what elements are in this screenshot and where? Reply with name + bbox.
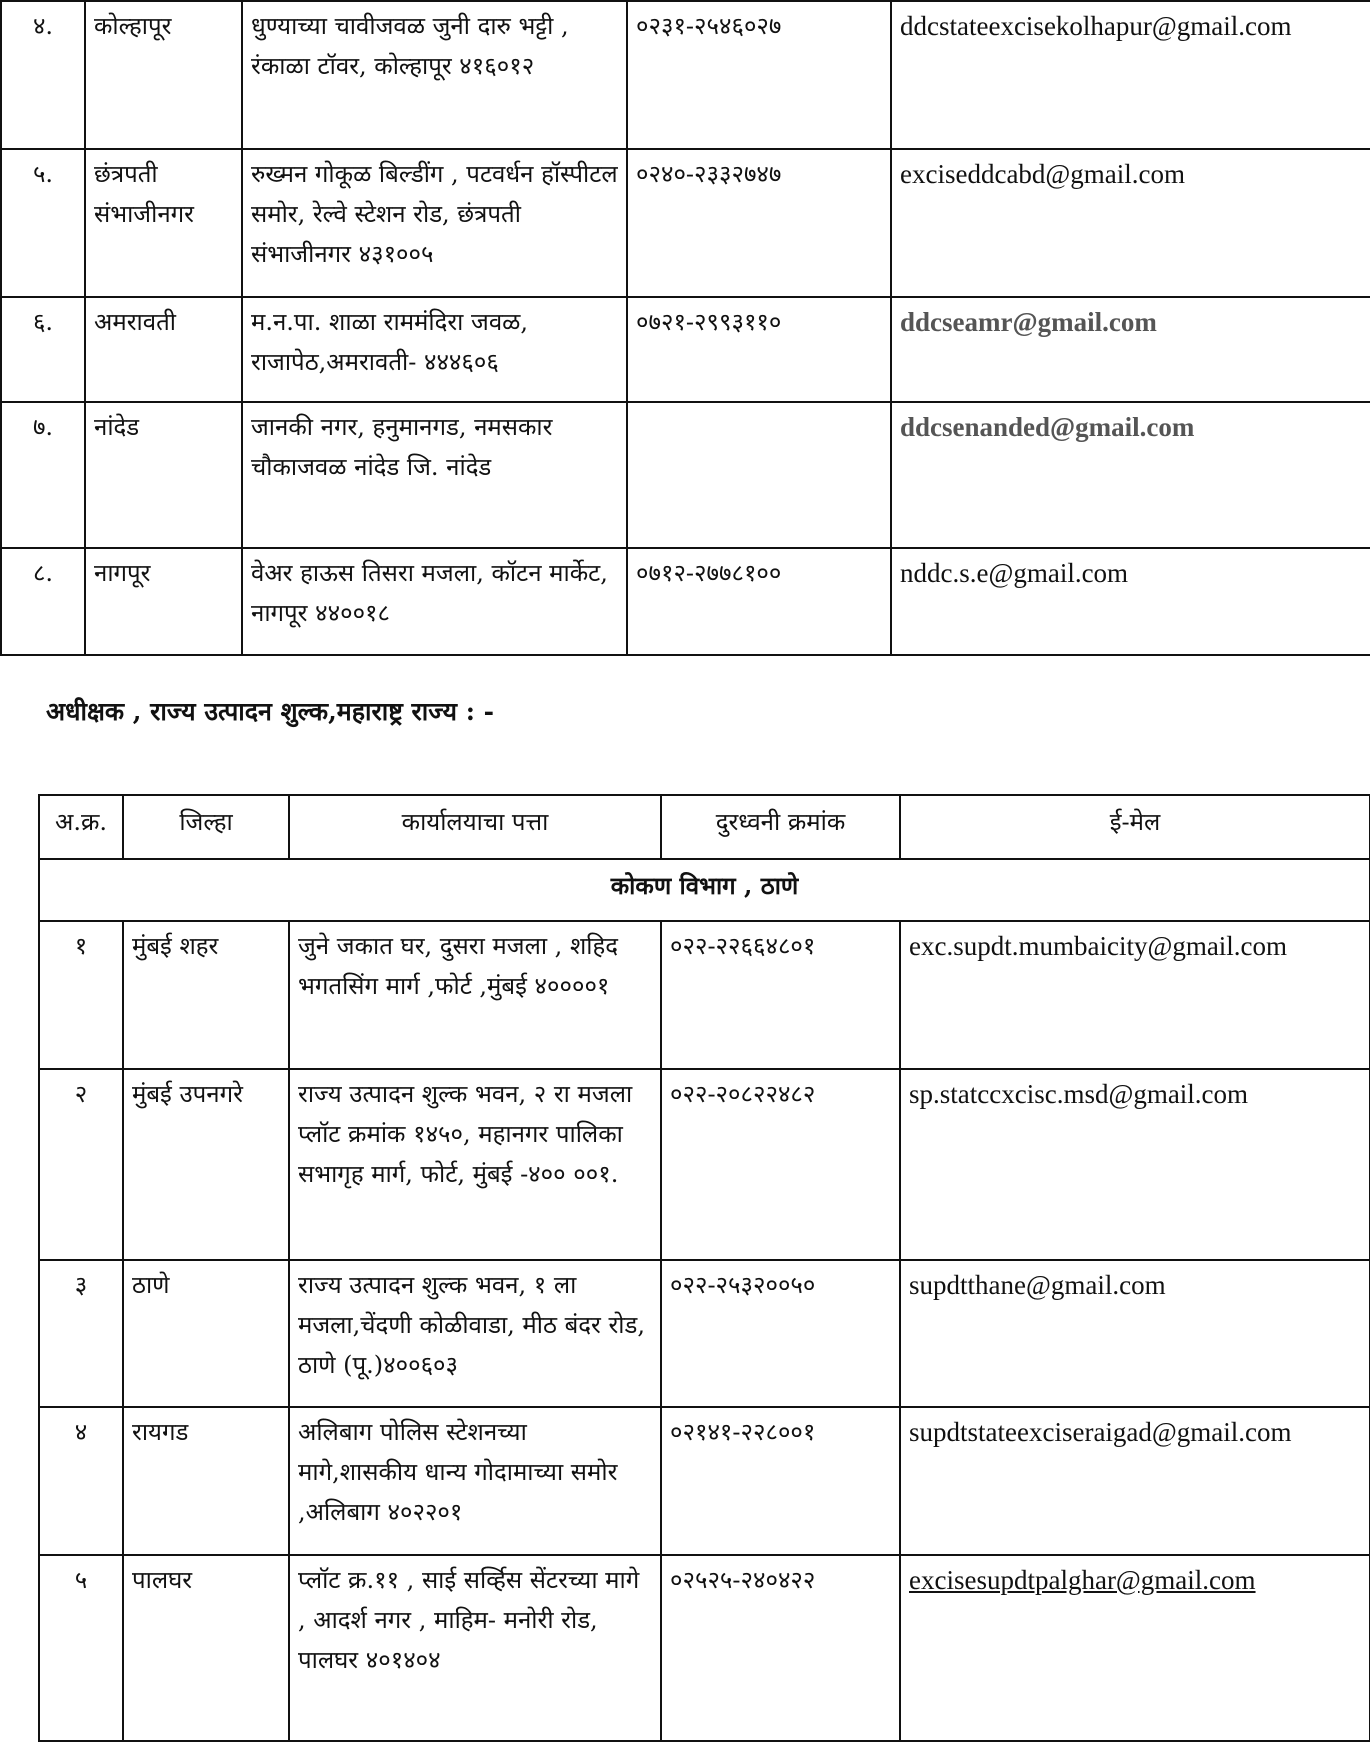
phone-number: ०२५२५-२४०४२२ (661, 1555, 900, 1741)
office-address: राज्य उत्पादन शुल्क भवन, २ रा मजला प्लॉट क्रमांक १४५०, महानगर पालिका सभागृह मार्ग, फोर्ट, मुंबई -४०० ००१. (289, 1069, 661, 1260)
district-name: अमरावती (85, 297, 242, 402)
header-serial: अ.क्र. (39, 795, 123, 859)
table-row (1, 297, 1370, 402)
serial-no: ४ (39, 1407, 123, 1555)
serial-no: ४. (1, 1, 85, 149)
office-address: प्लॉट क्र.११ , साई सर्व्हिस सेंटरच्या मागे , आदर्श नगर , माहिम- मनोरी रोड, पालघर ४०१४०४ (289, 1555, 661, 1741)
phone-number: ०२४०-२३३२७४७ (627, 149, 891, 297)
phone-number: ०२३१-२५४६०२७ (627, 1, 891, 149)
table-row (39, 1069, 1370, 1260)
table-row (39, 1407, 1370, 1555)
email-address: nddc.s.e@gmail.com (891, 548, 1370, 655)
phone-number: ०२२-२०८२२४८२ (661, 1069, 900, 1260)
email-address: supdtthane@gmail.com (900, 1260, 1370, 1407)
deputy-commissioner-table (0, 0, 1370, 656)
district-name: पालघर (123, 1555, 289, 1741)
office-address: जुने जकात घर, दुसरा मजला , शहिद भगतसिंग मार्ग ,फोर्ट ,मुंबई ४००००१ (289, 921, 661, 1069)
district-name: ठाणे (123, 1260, 289, 1407)
serial-no: ८. (1, 548, 85, 655)
office-address: धुण्याच्या चावीजवळ जुनी दारु भट्टी , रंकाळा टॉवर, कोल्हापूर ४१६०१२ (242, 1, 627, 149)
office-address: वेअर हाऊस तिसरा मजला, कॉटन मार्केट, नागपूर ४४००१८ (242, 548, 627, 655)
district-name: नागपूर (85, 548, 242, 655)
email-address: supdtstateexciseraigad@gmail.com (900, 1407, 1370, 1555)
phone-number: ०२२-२२६६४८०१ (661, 921, 900, 1069)
phone-number: ०२१४१-२२८००१ (661, 1407, 900, 1555)
serial-no: ७. (1, 402, 85, 548)
serial-no: ६. (1, 297, 85, 402)
section-heading: अधीक्षक , राज्य उत्पादन शुल्क,महाराष्ट्र राज्य : - (46, 697, 495, 726)
district-name: रायगड (123, 1407, 289, 1555)
header-phone: दुरध्वनी क्रमांक (661, 795, 900, 859)
division-row (39, 859, 1370, 921)
district-name: नांदेड (85, 402, 242, 548)
table-row (39, 921, 1370, 1069)
serial-no: २ (39, 1069, 123, 1260)
district-name: मुंबई शहर (123, 921, 289, 1069)
email-address: ddcseamr@gmail.com (891, 297, 1370, 402)
email-address: ddcstateexcisekolhapur@gmail.com (891, 1, 1370, 149)
district-name: मुंबई उपनगरे (123, 1069, 289, 1260)
table-row (39, 1260, 1370, 1407)
email-link[interactable]: excisesupdtpalghar@gmail.com (900, 1555, 1370, 1741)
division-title: कोकण विभाग , ठाणे (39, 859, 1370, 921)
table-row (39, 1555, 1370, 1741)
phone-number: ०७२१-२९९३११० (627, 297, 891, 402)
email-address: exciseddcabd@gmail.com (891, 149, 1370, 297)
serial-no: ३ (39, 1260, 123, 1407)
district-name: छंत्रपती संभाजीनगर (85, 149, 242, 297)
serial-no: ५. (1, 149, 85, 297)
email-address: exc.supdt.mumbaicity@gmail.com (900, 921, 1370, 1069)
email-address: sp.statccxcisc.msd@gmail.com (900, 1069, 1370, 1260)
email-address: ddcsenanded@gmail.com (891, 402, 1370, 548)
table-row (1, 149, 1370, 297)
district-name: कोल्हापूर (85, 1, 242, 149)
table-header-row (39, 795, 1370, 859)
office-address: रुख्मन गोकूळ बिल्डींग , पटवर्धन हॉस्पीटल समोर, रेल्वे स्टेशन रोड, छंत्रपती संभाजीनगर ४३१००५ (242, 149, 627, 297)
serial-no: ५ (39, 1555, 123, 1741)
phone-number (627, 402, 891, 548)
phone-number: ०७१२-२७७८१०० (627, 548, 891, 655)
office-address: अलिबाग पोलिस स्टेशनच्या मागे,शासकीय धान्य गोदामाच्या समोर ,अलिबाग ४०२२०१ (289, 1407, 661, 1555)
table-row (1, 402, 1370, 548)
phone-number: ०२२-२५३२००५० (661, 1260, 900, 1407)
office-address: म.न.पा. शाळा राममंदिरा जवळ, राजापेठ,अमरावती- ४४४६०६ (242, 297, 627, 402)
header-address: कार्यालयाचा पत्ता (289, 795, 661, 859)
office-address: राज्य उत्पादन शुल्क भवन, १ ला मजला,चेंदणी कोळीवाडा, मीठ बंदर रोड, ठाणे (पू.)४००६०३ (289, 1260, 661, 1407)
header-email: ई-मेल (900, 795, 1370, 859)
office-address: जानकी नगर, हनुमानगड, नमसकार चौकाजवळ नांदेड जि. नांदेड (242, 402, 627, 548)
serial-no: १ (39, 921, 123, 1069)
table-row (1, 1, 1370, 149)
superintendent-table (38, 794, 1370, 1742)
table-row (1, 548, 1370, 655)
header-district: जिल्हा (123, 795, 289, 859)
